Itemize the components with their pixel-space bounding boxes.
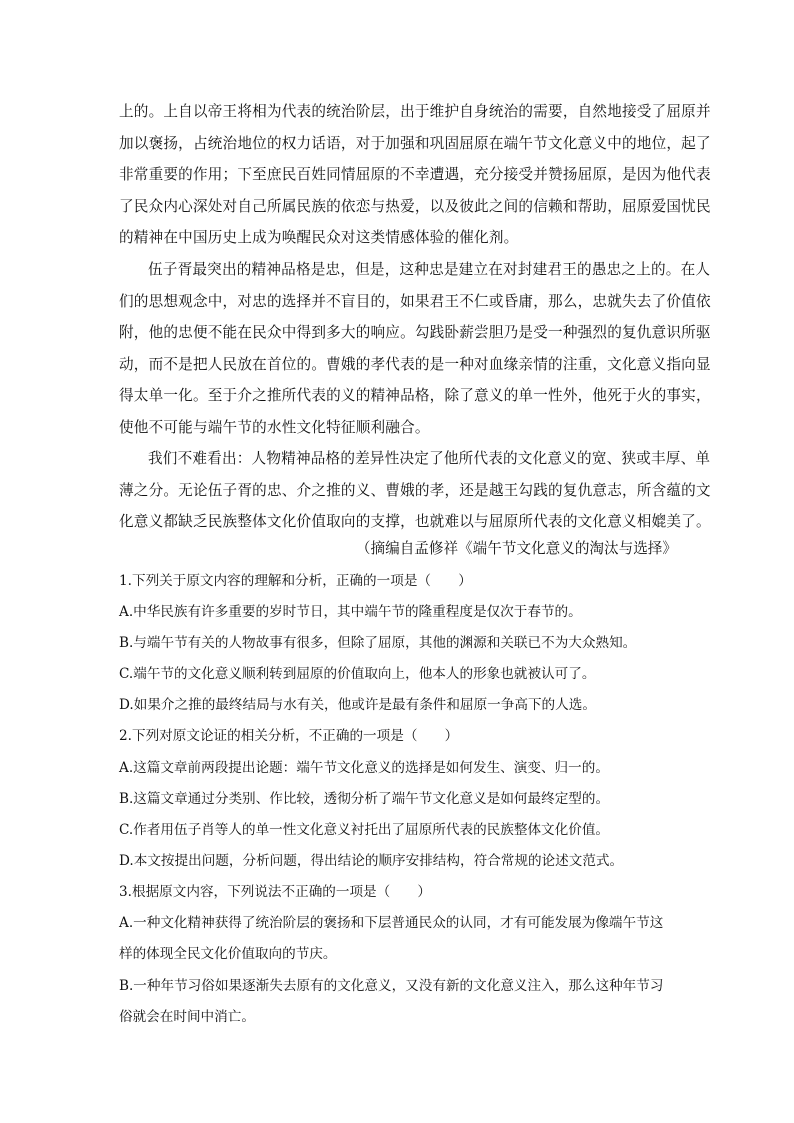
question-3-option-b-line-2: 俗就会在时间中消亡。 <box>119 1009 255 1025</box>
passage-line: 化意义都缺乏民族整体文化价值取向的支撑，也就难以与屈原所代表的文化意义相媲美了。 <box>119 513 711 530</box>
question-3-stem: 3.根据原文内容，下列说法不正确的一项是（ ） <box>119 884 432 900</box>
passage-paragraph-1 <box>119 96 711 254</box>
passage-line: 们的思想观念中，对忠的选择并不盲目的，如果君王不仁或昏庸，那么，忠就失去了价值依 <box>119 292 711 310</box>
question-2-option-d: D.本文按提出问题，分析问题，得出结论的顺序安排结构，符合常规的论述文范式。 <box>119 853 624 869</box>
question-3-option-b-line-1: B.一种年节习俗如果逐渐失去原有的文化意义，又没有新的文化意义注入，那么这种年节习 <box>119 978 664 994</box>
passage-line: 非常重要的作用；下至庶民百姓同情屈原的不幸遭遇，充分接受并赞扬屈原，是因为他代表 <box>119 166 711 183</box>
passage-paragraph-2 <box>119 254 711 443</box>
question-3-option-a-line-2: 样的体现全民文化价值取向的节庆。 <box>119 946 337 962</box>
question-1-option-c: C.端午节的文化意义顺利转到屈原的价值取向上，他本人的形象也就被认可了。 <box>119 666 596 682</box>
passage-line: 了民众内心深处对自己所属民族的依恋与热爱，以及彼此之间的信赖和帮助，屈原爱国忧民 <box>119 197 711 215</box>
question-2-stem: 2.下列对原文论证的相关分析，不正确的一项是（ ） <box>119 728 459 744</box>
passage-line: 我们不难看出：人物精神品格的差异性决定了他所代表的文化意义的宽、狭或丰厚、单 <box>148 450 711 467</box>
question-1-option-b: B.与端午节有关的人物故事有很多，但除了屈原，其他的渊源和关联已不为大众熟知。 <box>119 635 637 651</box>
passage-line: 附，他的忠便不能在民众中得到多大的响应。勾践卧薪尝胆乃是受一种强烈的复仇意识所驱 <box>119 324 711 341</box>
passage-paragraph-3 <box>119 443 711 538</box>
passage-line: 得太单一化。至于介之推所代表的义的精神品格，除了意义的单一性外，他死于火的事实， <box>119 387 711 404</box>
question-2-option-b: B.这篇文章通过分类别、作比较，透彻分析了端午节文化意义是如何最终定型的。 <box>119 791 610 807</box>
question-1-stem: 1.下列关于原文内容的理解和分析，正确的一项是（ ） <box>119 573 472 589</box>
passage-line: 的精神在中国历史上成为唤醒民众对这类情感体验的催化剂。 <box>119 229 519 246</box>
passage-line: 伍子胥最突出的精神品格是忠，但是，这种忠是建立在对封建君王的愚忠之上的。在人 <box>148 261 711 278</box>
question-1-option-d: D.如果介之推的最终结局与水有关，他或许是最有条件和屈原一争高下的人选。 <box>119 697 596 713</box>
passage-line: 加以褒扬，占统治地位的权力话语，对于加强和巩固屈原在端午节文化意义中的地位，起了 <box>119 134 711 152</box>
question-3-option-a-line-1: A.一种文化精神获得了统治阶层的褒扬和下层普通民众的认同，才有可能发展为像端午节这 <box>119 915 664 931</box>
passage-line: 动，而不是把人民放在首位的。曹娥的孝代表的是一种对血缘亲情的注重，文化意义指向显 <box>119 355 711 373</box>
passage-line: 薄之分。无论伍子胥的忠、介之推的义、曹娥的孝，还是越王勾践的复仇意志，所含蕴的文 <box>119 481 711 499</box>
passage-source: （摘编自孟修祥《端午节文化意义的淘汰与选择》 <box>355 540 677 557</box>
passage-line: 上的。上自以帝王将相为代表的统治阶层，出于维护自身统治的需要，自然地接受了屈原并 <box>119 103 711 120</box>
question-2-option-c: C.作者用伍子肖等人的单一性文化意义衬托出了屈原所代表的民族整体文化价值。 <box>119 822 610 838</box>
question-2-option-a: A.这篇文章前两段提出论题：端午节文化意义的选择是如何发生、演变、归一的。 <box>119 760 609 776</box>
passage-line: 使他不可能与端午节的水性文化特征顺利融合。 <box>119 418 430 436</box>
question-1-option-a: A.中华民族有许多重要的岁时节日，其中端午节的隆重程度是仅次于春节的。 <box>119 604 582 620</box>
